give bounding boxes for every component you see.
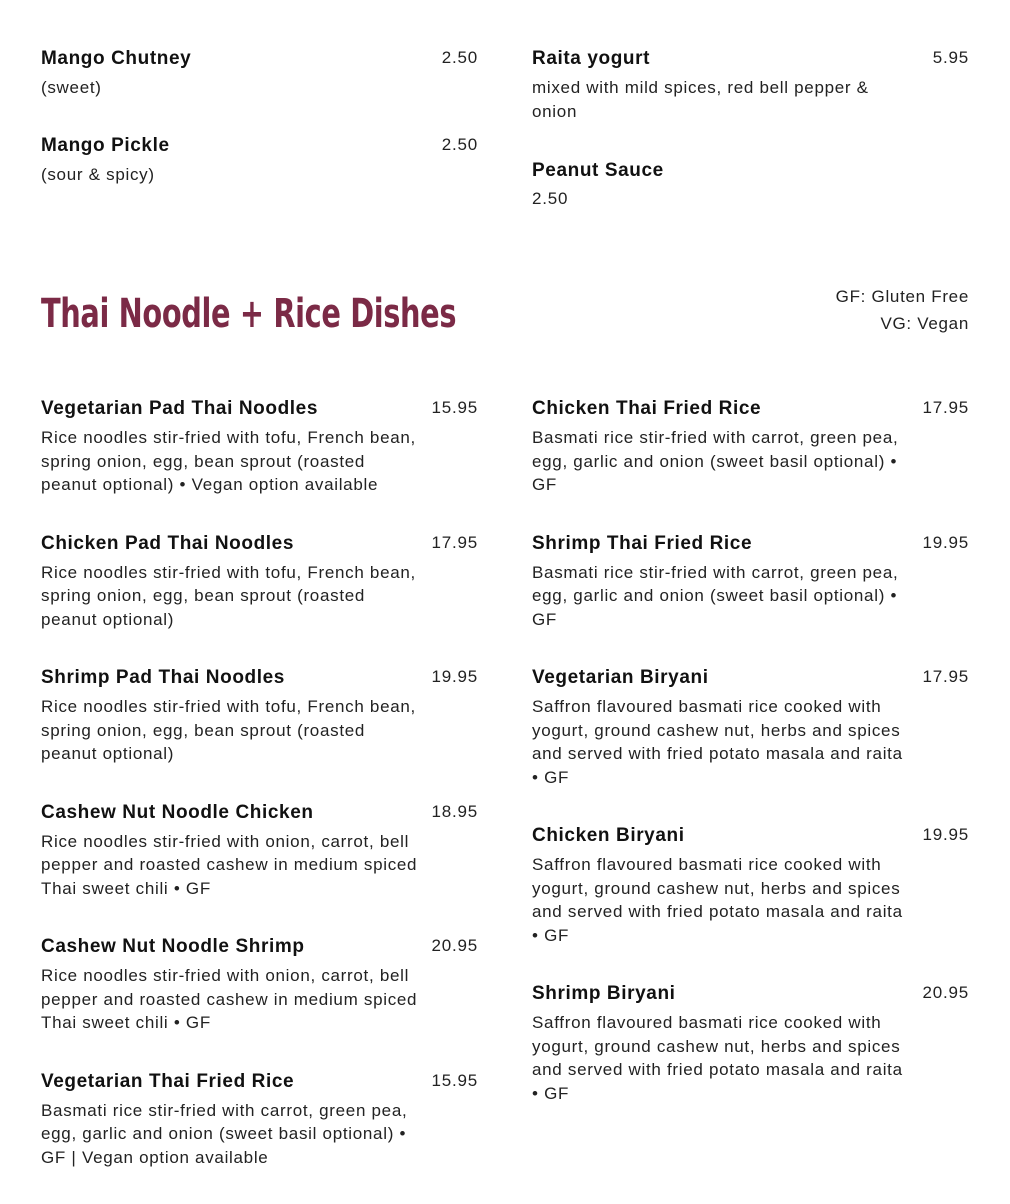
menu-item-vegetarian-pad-thai xyxy=(41,397,478,497)
item-name: Chicken Biryani xyxy=(532,825,685,846)
menu-item-cashew-nut-noodle-chicken xyxy=(41,801,478,901)
item-price: 18.95 xyxy=(431,801,478,821)
item-price: 2.50 xyxy=(441,48,478,67)
item-price: 17.95 xyxy=(922,667,969,686)
item-name: Mango Pickle xyxy=(41,134,170,156)
menu-item-vegetarian-thai-fried-rice xyxy=(41,1070,478,1170)
menu-item-mango-pickle xyxy=(41,134,478,187)
condiments-right-column xyxy=(532,47,969,210)
item-name: Shrimp Pad Thai Noodles xyxy=(41,667,285,688)
item-description: Rice noodles stir-fried with tofu, French bean, spring onion, egg, bean sprout (roasted peanut optional) • Vegan option available xyxy=(41,428,416,494)
legend-vegan: VG: Vegan xyxy=(880,314,969,333)
menu-item-chicken-pad-thai xyxy=(41,532,478,632)
item-description: mixed with mild spices, red bell pepper & onion xyxy=(532,78,869,121)
item-price: 19.95 xyxy=(431,667,478,686)
menu-item-chicken-biryani xyxy=(532,824,969,947)
item-name: Shrimp Thai Fried Rice xyxy=(532,532,753,554)
item-price: 2.50 xyxy=(441,134,478,154)
item-price: 2.50 xyxy=(532,189,569,208)
condiments-section xyxy=(41,47,969,217)
item-name: Vegetarian Thai Fried Rice xyxy=(41,1070,295,1092)
menu-item-shrimp-thai-fried-rice xyxy=(532,532,969,632)
menu-item-cashew-nut-noodle-shrimp xyxy=(41,935,478,1035)
item-name: Chicken Pad Thai Noodles xyxy=(41,532,295,554)
item-name: Peanut Sauce xyxy=(532,160,664,181)
item-description: Saffron flavoured basmati rice cooked with yogurt, ground cashew nut, herbs and spices and served with fried potato masala and raita • GF xyxy=(532,1013,903,1103)
item-name: Cashew Nut Noodle Chicken xyxy=(41,801,314,823)
item-price: 20.95 xyxy=(922,983,969,1002)
item-name: Raita yogurt xyxy=(532,48,651,69)
item-price: 17.95 xyxy=(431,532,478,552)
item-description: Rice noodles stir-fried with tofu, French bean, spring onion, egg, bean sprout (roasted peanut optional) xyxy=(41,697,416,763)
item-price: 17.95 xyxy=(922,398,969,417)
item-name: Mango Chutney xyxy=(41,48,192,69)
item-name: Chicken Thai Fried Rice xyxy=(532,398,762,419)
item-price: 19.95 xyxy=(922,825,969,844)
item-description: Basmati rice stir-fried with carrot, green pea, egg, garlic and onion (sweet basil optional) • GF xyxy=(532,428,899,494)
item-description: (sour & spicy) xyxy=(41,164,155,184)
legend-gluten-free: GF: Gluten Free xyxy=(835,287,969,306)
item-name: Shrimp Biryani xyxy=(532,983,676,1004)
item-description: Basmati rice stir-fried with carrot, green pea, egg, garlic and onion (sweet basil optional) • GF xyxy=(532,562,899,629)
menu-item-peanut-sauce xyxy=(532,159,969,210)
dishes-right-column xyxy=(532,397,969,1105)
item-price: 15.95 xyxy=(431,398,478,417)
item-name: Cashew Nut Noodle Shrimp xyxy=(41,936,305,957)
item-description: Basmati rice stir-fried with carrot, green pea, egg, garlic and onion (sweet basil optional) • GF | Vegan option available xyxy=(41,1100,408,1167)
section-title: Thai Noodle + Rice Dishes xyxy=(41,291,457,337)
dishes-section xyxy=(41,397,969,1197)
item-description: Rice noodles stir-fried with tofu, French bean, spring onion, egg, bean sprout (roasted peanut optional) xyxy=(41,562,416,629)
item-price: 5.95 xyxy=(932,48,969,67)
menu-item-raita-yogurt xyxy=(532,47,969,123)
item-description: Rice noodles stir-fried with onion, carrot, bell pepper and roasted cashew in medium spiced Thai sweet chili • GF xyxy=(41,966,418,1032)
menu-item-chicken-thai-fried-rice xyxy=(532,397,969,497)
item-description: (sweet) xyxy=(41,78,102,97)
item-description: Rice noodles stir-fried with onion, carrot, bell pepper and roasted cashew in medium spiced Thai sweet chili • GF xyxy=(41,831,418,898)
item-name: Vegetarian Pad Thai Noodles xyxy=(41,398,318,419)
item-name: Vegetarian Biryani xyxy=(532,667,709,688)
menu-item-shrimp-pad-thai xyxy=(41,666,478,766)
item-price: 15.95 xyxy=(431,1070,478,1090)
menu-item-vegetarian-biryani xyxy=(532,666,969,789)
item-price: 19.95 xyxy=(922,532,969,552)
condiments-left-column xyxy=(41,47,478,186)
item-price: 20.95 xyxy=(431,936,478,955)
dishes-left-column xyxy=(41,397,478,1169)
menu-item-mango-chutney xyxy=(41,47,478,100)
dietary-legend xyxy=(836,283,969,337)
menu-item-shrimp-biryani xyxy=(532,982,969,1105)
item-description: Saffron flavoured basmati rice cooked with yogurt, ground cashew nut, herbs and spices and served with fried potato masala and raita • GF xyxy=(532,855,903,945)
item-description: Saffron flavoured basmati rice cooked with yogurt, ground cashew nut, herbs and spices and served with fried potato masala and raita • GF xyxy=(532,697,903,787)
